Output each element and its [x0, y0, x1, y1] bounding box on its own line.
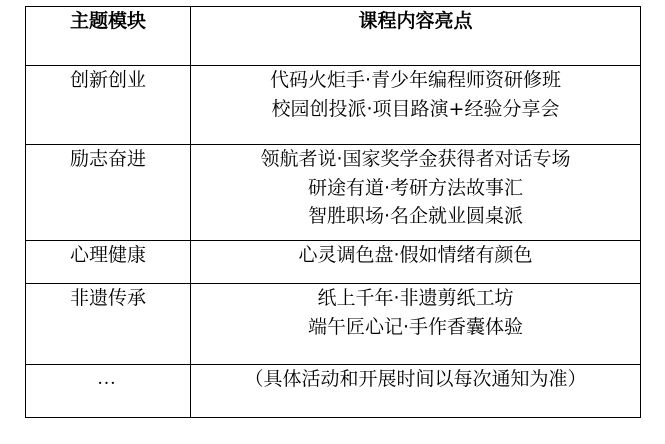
table-row — [26, 241, 641, 284]
highlight-line: 研途有道·考研方法故事汇 — [307, 176, 524, 199]
highlight-line: 心灵调色盘·假如情绪有颜色 — [298, 244, 533, 266]
highlight-line: 智胜职场·名企就业圆桌派 — [307, 205, 524, 227]
highlight-line: （具体活动和开展时间以每次通知为准） — [244, 368, 587, 390]
highlight-line: 端午匠心记·手作香囊体验 — [307, 315, 524, 338]
course-table — [25, 6, 641, 418]
highlight-line: 校园创投派·项目路演+经验分享会 — [271, 97, 560, 120]
header-row — [26, 7, 641, 66]
module-cell: 创新创业 — [26, 66, 191, 145]
module-cell: 励志奋进 — [26, 145, 191, 241]
highlight-line: 纸上千年·非遗剪纸工坊 — [317, 287, 514, 309]
header-module: 主题模块 — [26, 7, 191, 66]
module-cell: 心理健康 — [26, 241, 191, 284]
highlight-line: 领航者说·国家奖学金获得者对话专场 — [260, 148, 571, 170]
highlights-cell — [191, 365, 641, 418]
highlight-line: 代码火炬手·青少年编程师资研修班 — [269, 69, 562, 91]
table-row — [26, 66, 641, 145]
table-row — [26, 365, 641, 418]
highlights-cell — [191, 145, 641, 241]
highlights-cell — [191, 66, 641, 145]
highlights-cell — [191, 284, 641, 365]
highlights-cell — [191, 241, 641, 284]
table-row — [26, 284, 641, 365]
module-cell: … — [26, 365, 191, 418]
table-row — [26, 145, 641, 241]
module-cell: 非遗传承 — [26, 284, 191, 365]
header-highlights: 课程内容亮点 — [191, 7, 641, 66]
